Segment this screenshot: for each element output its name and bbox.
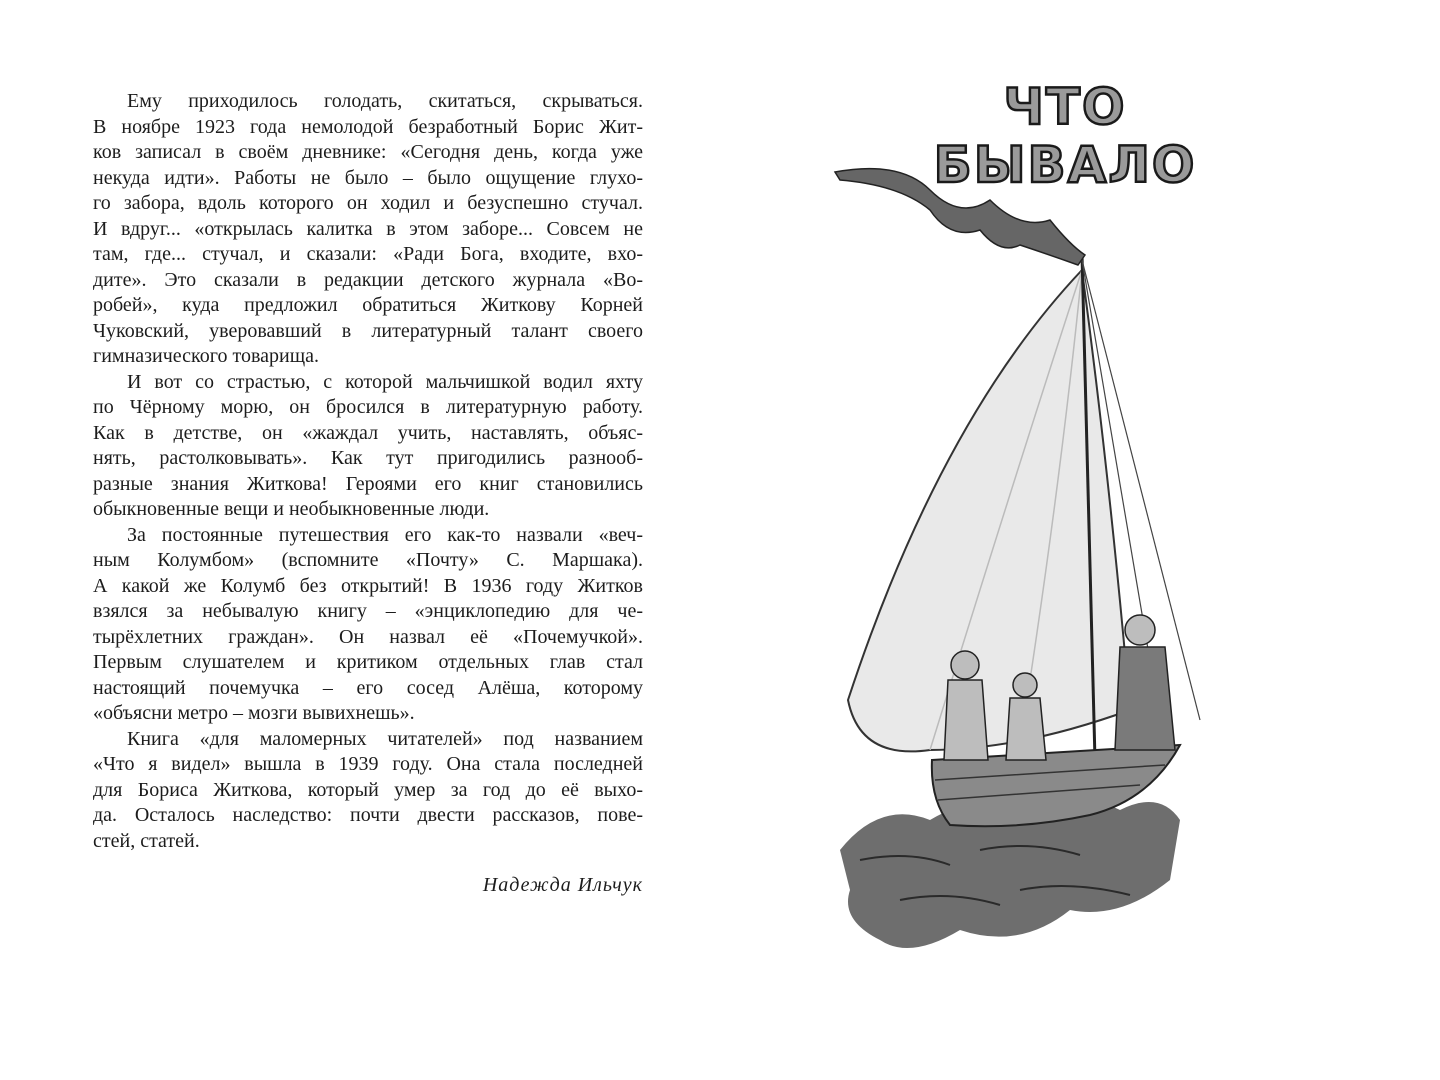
- text-line: «Что я видел» вышла в 1939 году. Она стала последней: [93, 753, 643, 775]
- text-line: по Чёрному морю, он бросился в литературную работу.: [93, 396, 643, 418]
- text-line: «объясни метро – мозги вывихнешь».: [93, 702, 415, 724]
- text-line: И вот со страстью, с которой мальчишкой водил яхту: [127, 370, 643, 393]
- text-line: разные знания Житкова! Героями его книг становились: [93, 472, 643, 495]
- text-line: ков записал в своём дневнике: «Сегодня день, когда уже: [93, 141, 643, 163]
- text-line: дите». Это сказали в редакции детского журнала «Во-: [93, 268, 643, 291]
- text-line: За постоянные путешествия его как-то назвали «веч-: [127, 523, 643, 546]
- text-line: там, где... стучал, и сказали: «Ради Бога, входите, вхо-: [93, 243, 643, 265]
- text-line: Первым слушателем и критиком отдельных глав стал: [93, 651, 643, 673]
- chapter-title: ЧТО БЫВАЛО: [933, 78, 1197, 194]
- text-line: некуда идти». Работы не было – было ощущение глухо-: [93, 166, 643, 189]
- text-line: А какой же Колумб без открытий! В 1936 году Житков: [93, 574, 643, 597]
- text-line: взялся за небывалую книгу – «энциклопедию для че-: [93, 600, 643, 622]
- text-line: да. Осталось наследство: почти двести рассказов, пове-: [93, 804, 643, 826]
- text-line: тырёхлетних граждан». Он назвал её «Почемучкой».: [93, 625, 643, 648]
- text-line: Как в детстве, он «жаждал учить, наставлять, объяс-: [93, 421, 643, 444]
- text-line: Книга «для маломерных читателей» под названием: [127, 727, 643, 750]
- text-line: го забора, вдоль которого он ходил и безуспешно стучал.: [93, 192, 643, 214]
- text-line: Чуковский, уверовавший в литературный талант своего: [93, 319, 643, 342]
- text-line: ным Колумбом» (вспомните «Почту» С. Маршака).: [93, 549, 643, 571]
- text-line: В ноябре 1923 года немолодой безработный Борис Жит-: [93, 115, 643, 138]
- text-line: гимназического товарища.: [93, 345, 319, 367]
- text-line: стей, статей.: [93, 829, 200, 852]
- text-line: робей», куда предложил обратиться Житкову Корней: [93, 294, 643, 316]
- text-line: настоящий почемучка – его сосед Алёша, которому: [93, 676, 643, 699]
- text-line: для Бориса Житкова, который умер за год до её выхо-: [93, 778, 643, 801]
- author-signature: Надежда Ильчук: [482, 874, 643, 896]
- flag: [835, 169, 1085, 265]
- text-line: И вдруг... «открылась калитка в этом заборе... Совсем не: [93, 217, 643, 240]
- article-text: [93, 89, 643, 854]
- text-line: нять, растолковывать». Как тут пригодились разнооб-: [93, 447, 643, 469]
- text-line: Ему приходилось голодать, скитаться, скрываться.: [127, 90, 643, 112]
- sailboat-illustration: [820, 160, 1260, 980]
- text-line: обыкновенные вещи и необыкновенные люди.: [93, 498, 490, 520]
